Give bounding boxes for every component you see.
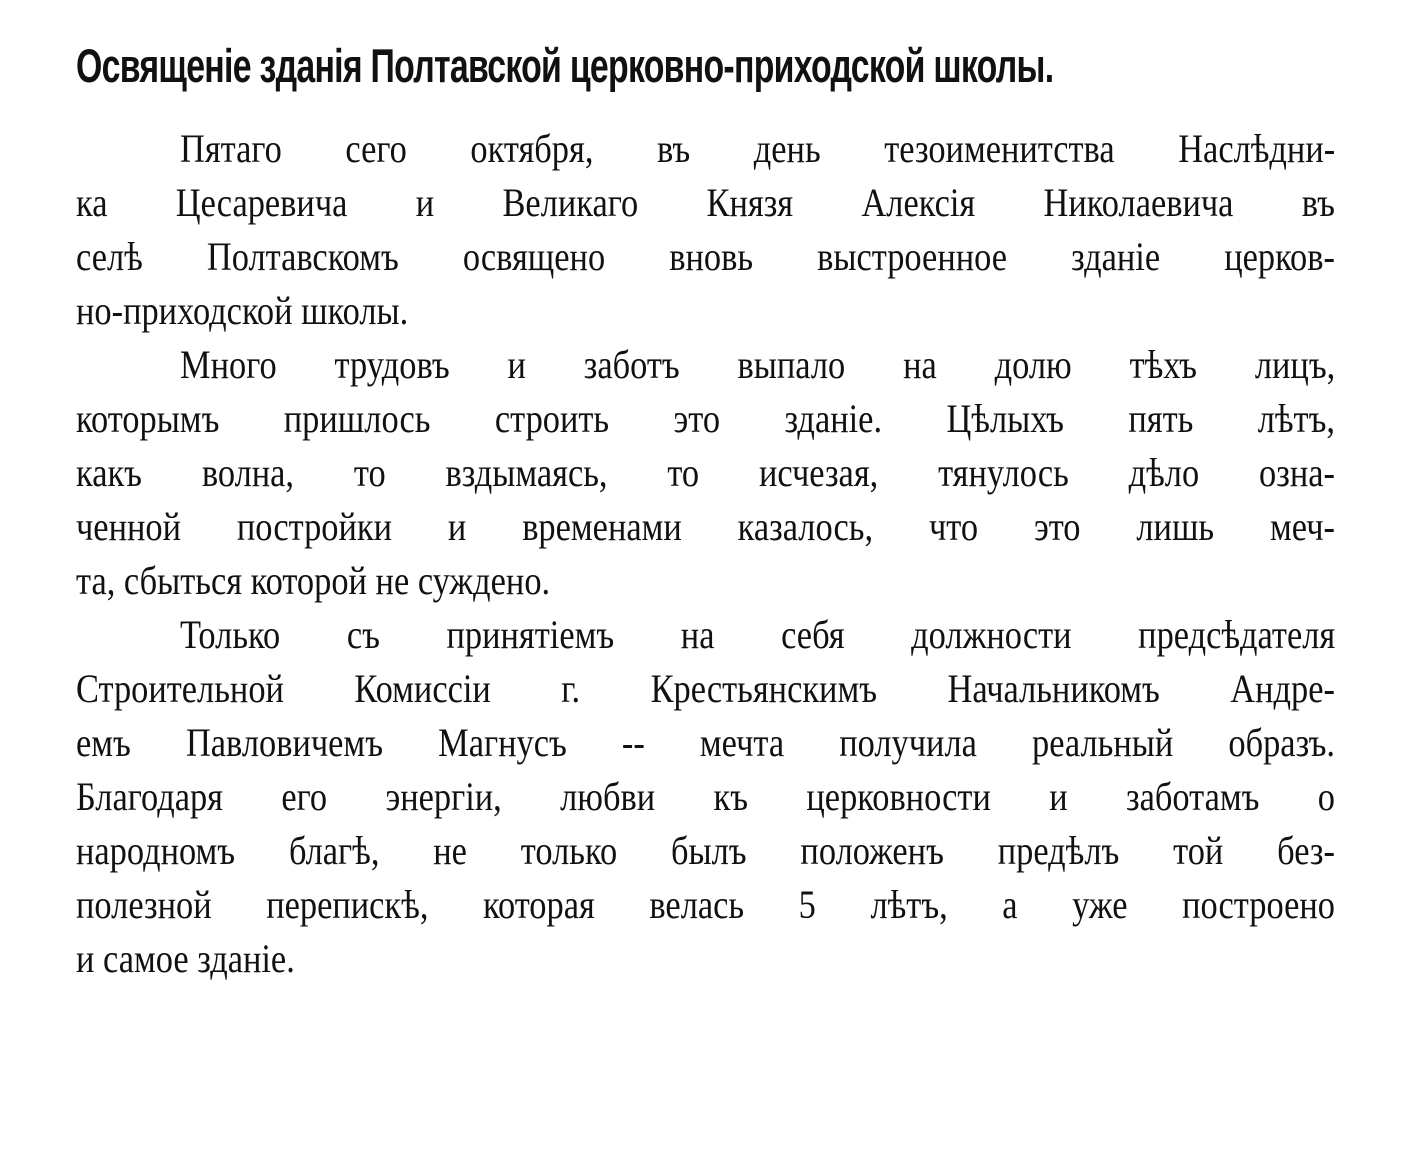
text-line: но-приходской школы. bbox=[76, 288, 409, 333]
text-line: Строительной Комиссіи г. Крестьянскимъ Начальникомъ Андре- bbox=[76, 666, 1335, 711]
paragraph-3 bbox=[76, 608, 1338, 986]
text-line: Благодаря его энергіи, любви къ церковности и заботамъ о bbox=[76, 774, 1335, 819]
text-line: которымъ пришлось строить это зданіе. Цѣлыхъ пять лѣтъ, bbox=[76, 396, 1335, 441]
text-line: народномъ благѣ, не только былъ положенъ предѣлъ той без- bbox=[76, 828, 1335, 873]
text-line: та, сбыться которой не суждено. bbox=[76, 558, 551, 603]
text-line: полезной перепискѣ, которая велась 5 лѣтъ, а уже построено bbox=[76, 882, 1335, 927]
text-line: ка Цесаревича и Великаго Князя Алексія Николаевича въ bbox=[76, 180, 1335, 225]
article-body bbox=[76, 122, 1338, 986]
paragraph-2 bbox=[76, 338, 1338, 608]
text-line: емъ Павловичемъ Магнусъ -- мечта получила реальный образъ. bbox=[76, 720, 1335, 765]
text-line: Много трудовъ и заботъ выпало на долю тѣхъ лицъ, bbox=[180, 342, 1336, 387]
paragraph-1 bbox=[76, 122, 1338, 338]
document-page bbox=[76, 26, 1338, 986]
text-line: селѣ Полтавскомъ освящено вновь выстроенное зданіе церков- bbox=[76, 234, 1335, 279]
article-title: Освященіе зданія Полтавской церковно-приходской школы. bbox=[76, 39, 1054, 92]
text-line: и самое зданіе. bbox=[76, 936, 295, 981]
text-line: какъ волна, то вздымаясь, то исчезая, тянулось дѣло озна- bbox=[76, 450, 1335, 495]
text-line: ченной постройки и временами казалось, что это лишь меч- bbox=[76, 504, 1335, 549]
text-line: Пятаго сего октября, въ день тезоименитства Наслѣдни- bbox=[180, 126, 1336, 171]
text-line: Только съ принятіемъ на себя должности предсѣдателя bbox=[180, 612, 1336, 657]
